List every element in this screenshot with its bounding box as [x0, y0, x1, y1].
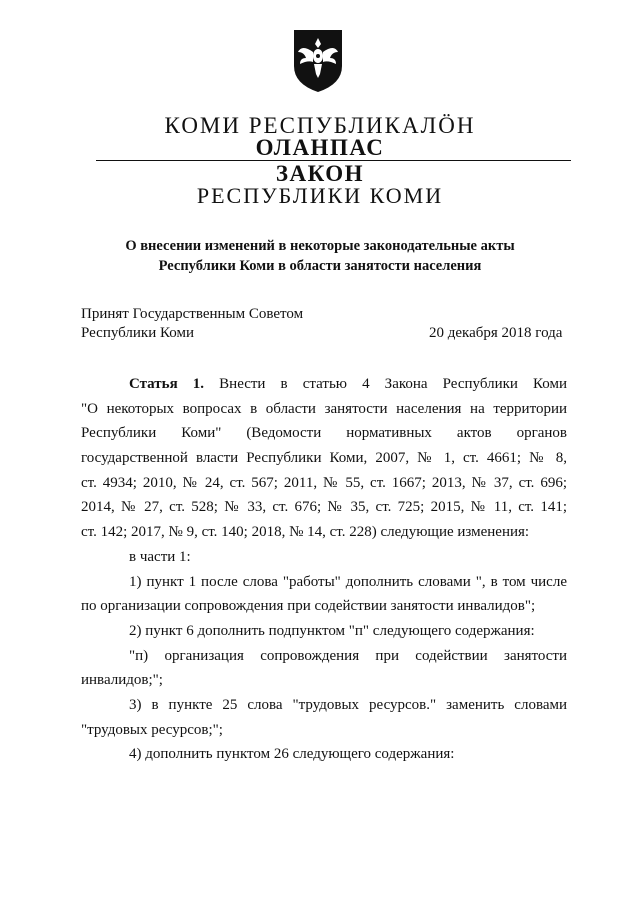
- header-zakon: ЗАКОН: [275, 161, 365, 186]
- body-line: инвалидов;";: [81, 672, 163, 689]
- body-line-text: Внести в статью 4 Закона Республики Коми: [204, 376, 567, 392]
- article-label: Статья 1.: [129, 376, 205, 392]
- adoption-line-1: Принят Государственным Советом: [81, 306, 304, 322]
- body-line: по организации сопровождения при содействии занятости инвалидов";: [81, 598, 536, 615]
- law-title-line-1: О внесении изменений в некоторые законодательные акты: [125, 238, 515, 254]
- body-line: ст. 4934; 2010, № 24, ст. 567; 2011, № 55, ст. 1667; 2013, № 37, ст. 696;: [81, 474, 567, 491]
- body-line: [81, 372, 567, 397]
- body-line: Республики Коми" (Ведомости нормативных актов органов: [81, 425, 567, 442]
- body-line: 2014, № 27, ст. 528; № 33, ст. 676; № 35, ст. 725; 2015, № 11, ст. 141;: [81, 499, 567, 516]
- body-line: ст. 142; 2017, № 9, ст. 140; 2018, № 14, ст. 228) следующие изменения:: [81, 524, 530, 541]
- body-line: в части 1:: [129, 548, 191, 565]
- body-line: "О некоторых вопросах в области занятости населения на территории: [81, 400, 567, 417]
- header-republic: РЕСПУБЛИКИ КОМИ: [196, 183, 444, 208]
- adoption-line-2: Республики Коми: [81, 325, 194, 341]
- body-line: "трудовых ресурсов;";: [81, 721, 223, 738]
- body-line: государственной власти Республики Коми, 2007, № 1, ст. 4661; № 8,: [81, 450, 567, 467]
- law-title-line-2: Республики Коми в области занятости населения: [158, 258, 482, 274]
- body-line: 1) пункт 1 после слова "работы" дополнить словами ", в том числе: [129, 573, 567, 590]
- adoption-date: 20 декабря 2018 года: [429, 325, 563, 341]
- header-olanpas: ОЛАНПАС: [255, 135, 385, 160]
- body-line: "п) организация сопровождения при содействии занятости: [129, 647, 567, 664]
- body-line: 4) дополнить пунктом 26 следующего содержания:: [129, 746, 455, 763]
- body-line: 3) в пункте 25 слова "трудовых ресурсов." заменить словами: [129, 696, 567, 713]
- article-body: [81, 372, 567, 767]
- body-line: 2) пункт 6 дополнить подпунктом "п" следующего содержания:: [129, 622, 535, 639]
- header-komi-language: КОМИ РЕСПУБЛИКАЛÖН: [164, 113, 476, 138]
- coat-of-arms-emblem: [290, 26, 346, 94]
